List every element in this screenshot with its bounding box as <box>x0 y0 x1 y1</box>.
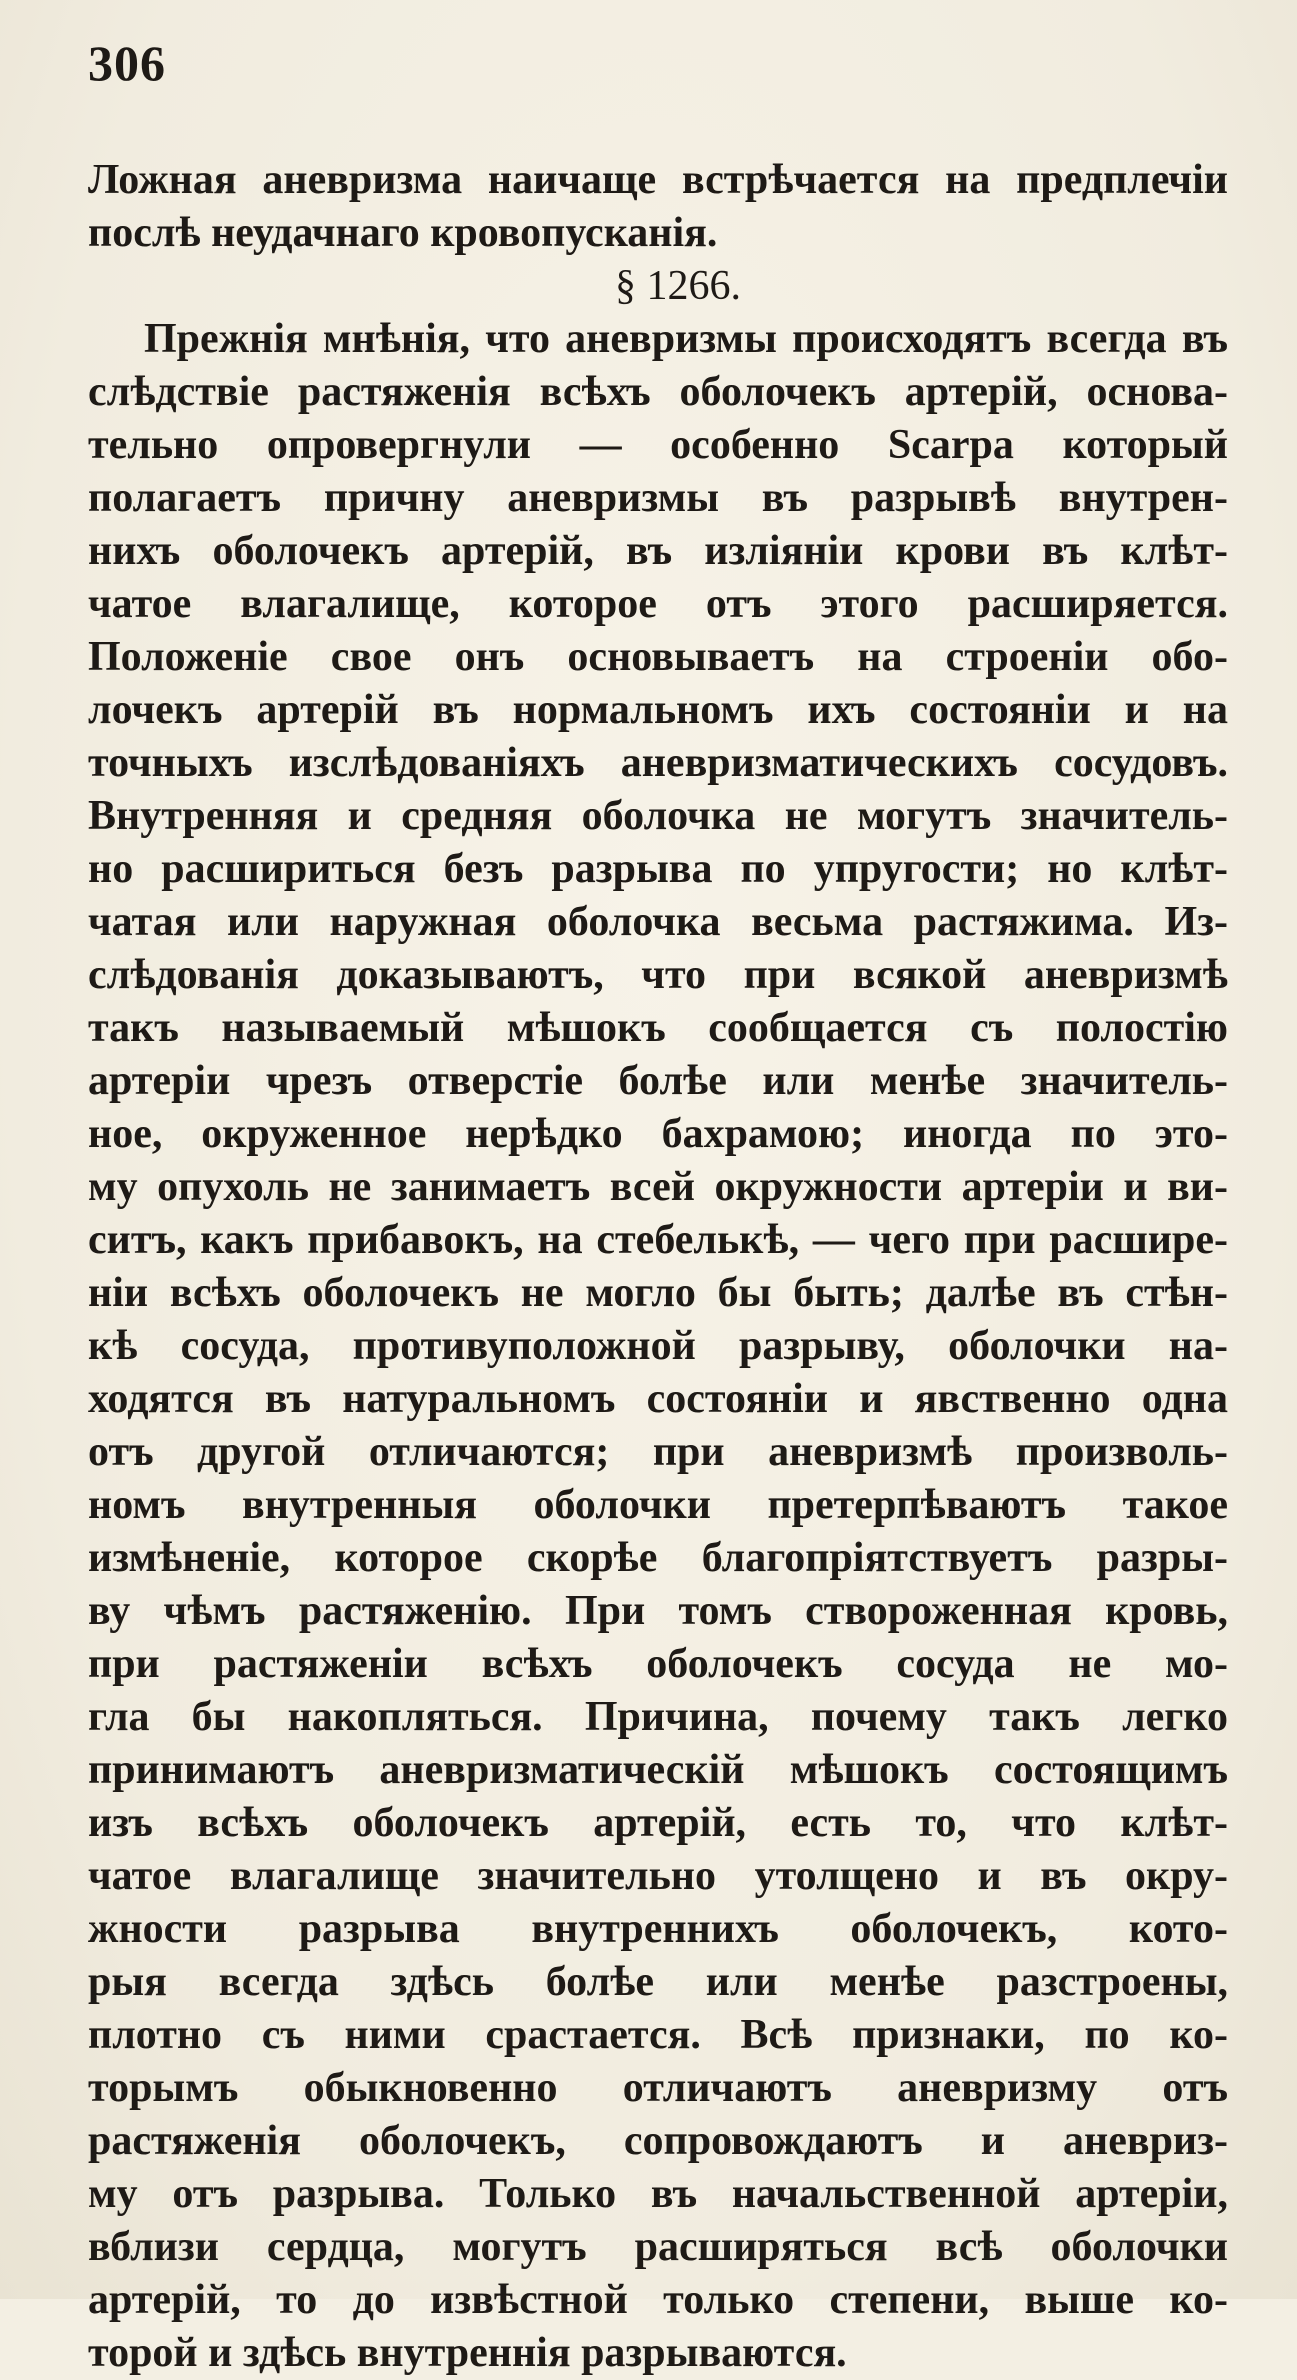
text-line: чатое влагалище значительно утолщено и въ окру- <box>88 1853 1228 1899</box>
text-line: артеріи чрезъ отверстіе болѣе или менѣе значитель- <box>88 1058 1228 1104</box>
text-line: жности разрыва внутреннихъ оболочекъ, кото- <box>88 1906 1228 1952</box>
text-line: Положеніе свое онъ основываетъ на строеніи обо- <box>88 634 1228 680</box>
text-line: принимаютъ аневризматическій мѣшокъ состоящимъ <box>88 1747 1228 1793</box>
text-line: торой и здѣсь внутреннія разрываются. <box>88 2330 847 2376</box>
text-line: ное, окруженное нерѣдко бахрамою; иногда по это- <box>88 1111 1228 1157</box>
body-text <box>88 154 1228 2380</box>
text-line: плотно съ ними срастается. Всѣ признаки, по ко- <box>88 2012 1228 2058</box>
text-line: Ложная аневризма наичаще встрѣчается на предплечіи <box>88 157 1228 203</box>
text-line: ніи всѣхъ оболочекъ не могло бы быть; далѣе въ стѣн- <box>88 1270 1228 1316</box>
text-line: вблизи сердца, могутъ расширяться всѣ оболочки <box>88 2224 1228 2270</box>
text-line: чатое влагалище, которое отъ этого расширяется. <box>88 581 1228 627</box>
text-line: Внутренняя и средняя оболочка не могутъ значитель- <box>88 793 1228 839</box>
text-line: при растяженіи всѣхъ оболочекъ сосуда не мо- <box>88 1641 1228 1687</box>
text-line: Прежнія мнѣнія, что аневризмы происходятъ всегда въ <box>144 316 1228 362</box>
text-line: рыя всегда здѣсь болѣе или менѣе разстроены, <box>88 1959 1228 2005</box>
text-line: полагаетъ причну аневризмы въ разрывѣ внутрен- <box>88 475 1228 521</box>
text-line: но расшириться безъ разрыва по упругости; но клѣт- <box>88 846 1228 892</box>
text-line: отъ другой отличаются; при аневризмѣ произволь- <box>88 1429 1228 1475</box>
text-line: тельно опровергнули — особенно Scarpa который <box>88 422 1228 468</box>
text-line: ситъ, какъ прибавокъ, на стебелькѣ, — чего при расшире- <box>88 1217 1228 1263</box>
section-heading: § 1266. <box>615 263 741 309</box>
text-line: торымъ обыкновенно отличаютъ аневризму отъ <box>88 2065 1228 2111</box>
text-line: растяженія оболочекъ, сопровождаютъ и аневриз- <box>88 2118 1228 2164</box>
text-line: му отъ разрыва. Только въ начальственной артеріи, <box>88 2171 1228 2217</box>
text-line: му опухоль не занимаетъ всей окружности артеріи и ви- <box>88 1164 1228 1210</box>
text-line: гла бы накопляться. Причина, почему такъ легко <box>88 1694 1228 1740</box>
text-line: послѣ неудачнаго кровопусканія. <box>88 210 718 256</box>
text-line: точныхъ изслѣдованіяхъ аневризматическихъ сосудовъ. <box>88 740 1228 786</box>
text-line: ву чѣмъ растяженію. При томъ створоженная кровь, <box>88 1588 1228 1634</box>
text-line: артерій, то до извѣстной только степени, выше ко- <box>88 2277 1228 2323</box>
text-line: слѣдованія доказываютъ, что при всякой аневризмѣ <box>88 952 1228 998</box>
text-line: лочекъ артерій въ нормальномъ ихъ состояніи и на <box>88 687 1228 733</box>
text-line: изъ всѣхъ оболочекъ артерій, есть то, что клѣт- <box>88 1800 1228 1846</box>
page-number: 306 <box>88 35 166 91</box>
text-line: слѣдствіе растяженія всѣхъ оболочекъ артерій, основа- <box>88 369 1228 415</box>
text-line: измѣненіе, которое скорѣе благопріятствуетъ разры- <box>88 1535 1228 1581</box>
text-line: номъ внутренныя оболочки претерпѣваютъ такое <box>88 1482 1228 1528</box>
text-line: ходятся въ натуральномъ состояніи и явственно одна <box>88 1376 1228 1422</box>
text-line: нихъ оболочекъ артерій, въ изліяніи крови въ клѣт- <box>88 528 1228 574</box>
text-line: чатая или наружная оболочка весьма растяжима. Из- <box>88 899 1228 945</box>
text-line: кѣ сосуда, противуположной разрыву, оболочки на- <box>88 1323 1228 1369</box>
text-line: такъ называемый мѣшокъ сообщается съ полостію <box>88 1005 1228 1051</box>
